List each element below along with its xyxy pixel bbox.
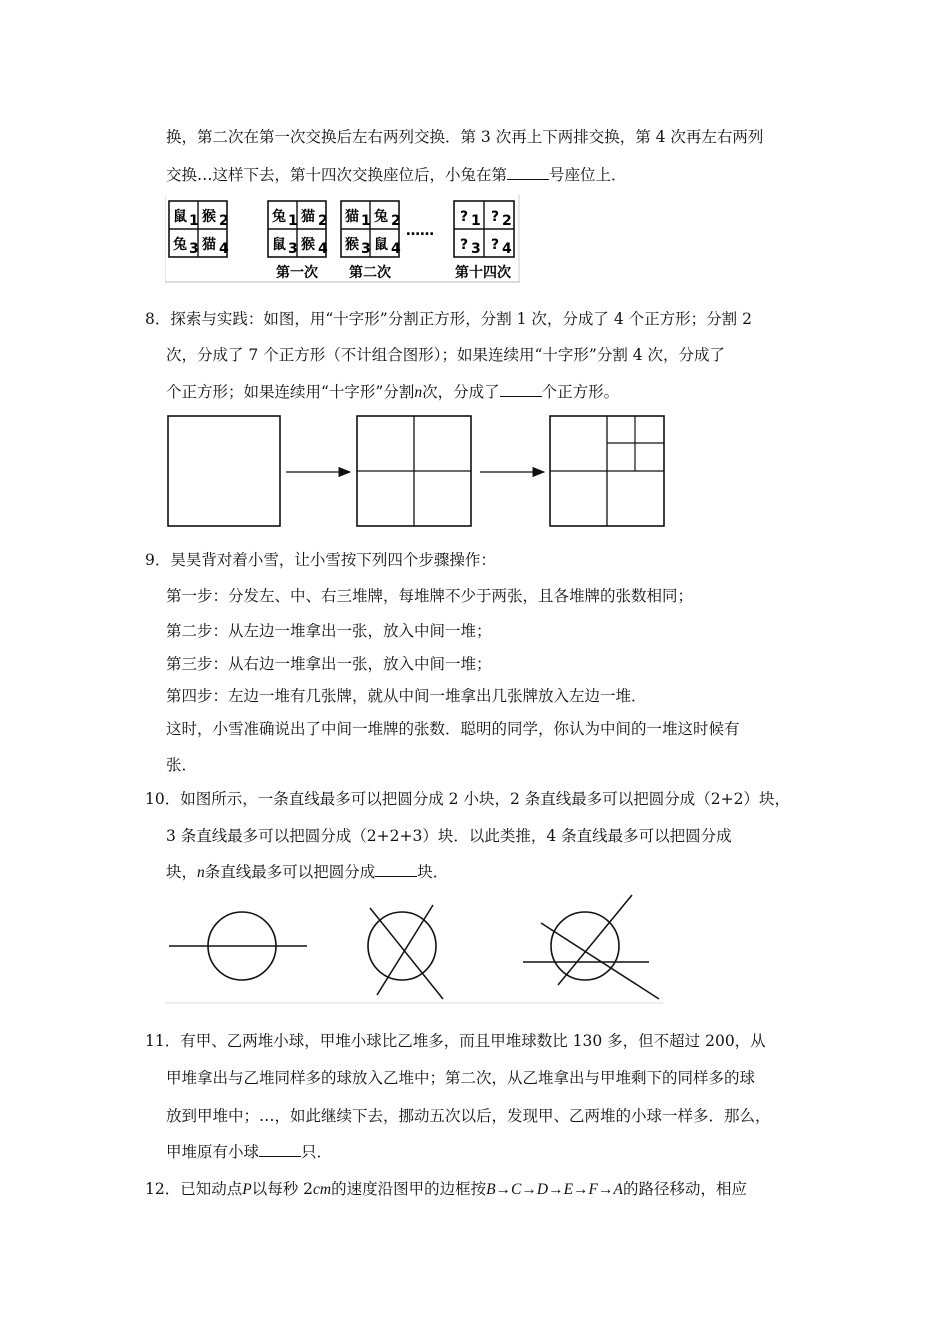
q11-line4-b: 只． (301, 1143, 333, 1161)
q11-line3: 放到甲堆中；…，如此继续下去，挪动五次以后，发现甲、乙两堆的小球一样多．那么， (166, 1107, 771, 1125)
seat-second-2: 兔 (374, 209, 388, 225)
q8-line3 (166, 382, 619, 403)
seat-first-4: 猴 (301, 237, 315, 253)
seat-second-3-num: 3 (361, 241, 371, 257)
circle-two-lines (368, 905, 443, 999)
q10-line3-b: 条直线最多可以把圆分成 (204, 863, 376, 881)
q10-var-n: n (197, 864, 205, 881)
seat-second-2-num: 2 (391, 213, 401, 229)
q7-line2-text: 交换…这样下去，第十四次交换座位后，小兔在第 (166, 166, 508, 184)
seat-first-2-num: 2 (318, 213, 328, 229)
q10-line3-c: 块． (417, 863, 449, 881)
seat-second-3: 猴 (345, 237, 359, 253)
q8-var-n: n (414, 384, 423, 401)
q9-step3: 第三步：从右边一堆拿出一张，放入中间一堆； (166, 655, 492, 673)
q12-line1-c: 的速度沿图甲的边框按 (331, 1180, 487, 1198)
q8-line3-a: 个正方形；如果连续用“十字形”分割 (166, 383, 415, 401)
circle-lines-figure (165, 893, 663, 1005)
seat-14-2-num: 2 (502, 213, 512, 229)
q11-line4 (166, 1142, 332, 1162)
q9-step2: 第二步：从左边一堆拿出一张，放入中间一堆； (166, 622, 492, 640)
square-undivided (168, 416, 280, 526)
cross-division-svg (164, 410, 669, 534)
q9-line7: 张． (166, 756, 198, 774)
cross-division-figure (164, 410, 669, 534)
caption-second: 第二次 (349, 265, 391, 281)
seating-figure (165, 195, 520, 285)
q12-line1-a: 12．已知动点 (145, 1180, 243, 1198)
seat-start-1: 鼠 (173, 209, 187, 225)
q7-line1: 换，第二次在第一次交换后左右两列交换．第 3 次再上下两排交换，第 4 次再左右两列 (166, 128, 764, 146)
q8-line3-b: 次，分成了 (422, 383, 500, 401)
grid-fourteenth (454, 201, 514, 281)
q12-var-p: P (242, 1181, 252, 1198)
q11-line2: 甲堆拿出与乙堆同样多的球放入乙堆中；第二次，从乙堆拿出与甲堆剩下的同样多的球 (166, 1069, 756, 1087)
grid-second (341, 201, 401, 281)
seating-svg (165, 195, 520, 285)
seat-first-4-num: 4 (318, 241, 328, 257)
seat-second-4: 鼠 (374, 237, 388, 253)
seat-start-4-num: 4 (219, 241, 229, 257)
answer-blank (507, 165, 549, 180)
q8-line2: 次，分成了 7 个正方形（不计组合图形）；如果连续用“十字形”分割 4 次，分成了 (166, 346, 726, 364)
answer-blank (500, 382, 542, 397)
seat-first-3-num: 3 (288, 241, 298, 257)
q9-line6: 这时，小雪准确说出了中间一堆牌的张数．聪明的同学，你认为中间的一堆这时候有 (166, 720, 740, 738)
seat-first-1-num: 1 (288, 213, 298, 229)
seat-14-1-num: 1 (471, 213, 481, 229)
q7-line2 (166, 165, 627, 185)
seat-14-2: ? (491, 209, 500, 225)
seat-start-1-num: 1 (189, 213, 199, 229)
ellipsis-dots: …… (406, 223, 434, 239)
square-divided-twice (550, 416, 664, 526)
q10-line3 (166, 862, 448, 883)
square-divided-once (357, 416, 471, 526)
q12-line1-d: 的路径移动，相应 (623, 1180, 748, 1198)
seat-second-4-num: 4 (391, 241, 401, 257)
caption-first: 第一次 (276, 265, 318, 281)
seat-14-3-num: 3 (471, 241, 481, 257)
seat-start-3-num: 3 (189, 241, 199, 257)
seat-first-3: 鼠 (272, 237, 286, 253)
q8-line3-c: 个正方形。 (541, 383, 620, 401)
q11-line4-a: 甲堆原有小球 (166, 1143, 260, 1161)
seat-14-1: ? (460, 209, 469, 225)
seat-start-2: 猴 (202, 209, 216, 225)
q9-step4: 第四步：左边一堆有几张牌，就从中间一堆拿出几张牌放入左边一堆． (166, 687, 647, 705)
q12-line1 (145, 1179, 747, 1200)
q9-line1: 9．昊昊背对着小雪，让小雪按下列四个步骤操作： (145, 551, 496, 569)
seat-first-1: 兔 (272, 209, 286, 225)
seat-first-2: 猫 (301, 209, 315, 225)
q12-line1-b: 以每秒 2 (251, 1180, 313, 1198)
seat-14-4: ? (491, 237, 500, 253)
grid-start (169, 201, 229, 257)
grid-first (268, 201, 328, 281)
q11-line1: 11．有甲、乙两堆小球，甲堆小球比乙堆多，而且甲堆球数比 130 多，但不超过 200，从 (145, 1032, 766, 1050)
q7-line2-end: 号座位上． (549, 166, 627, 184)
seat-start-4: 猫 (202, 237, 216, 253)
q10-line3-a: 块， (166, 863, 198, 881)
seat-start-3: 兔 (173, 237, 187, 253)
circle-one-line (169, 912, 307, 980)
seat-second-1: 猫 (345, 209, 359, 225)
q10-line1: 10．如图所示，一条直线最多可以把圆分成 2 小块，2 条直线最多可以把圆分成（2+2）块， (145, 790, 790, 808)
q9-step1: 第一步：分发左、中、右三堆牌，每堆牌不少于两张，且各堆牌的张数相同； (166, 587, 694, 605)
seat-14-3: ? (460, 237, 469, 253)
caption-fourteenth: 第十四次 (455, 265, 511, 281)
seat-14-4-num: 4 (502, 241, 512, 257)
circle-lines-svg (165, 893, 663, 1005)
seat-second-1-num: 1 (361, 213, 371, 229)
q8-line1: 8．探索与实践：如图，用“十字形”分割正方形，分割 1 次，分成了 4 个正方形；分割 2 (145, 310, 752, 328)
q12-unit-cm: cm (313, 1181, 332, 1198)
seat-start-2-num: 2 (219, 213, 229, 229)
answer-blank (259, 1142, 301, 1157)
q10-line2: 3 条直线最多可以把圆分成（2+2+3）块．以此类推，4 条直线最多可以把圆分成 (166, 827, 732, 845)
q12-path: B→C→D→E→F→A (486, 1181, 623, 1198)
answer-blank (375, 862, 417, 877)
circle-three-lines (523, 895, 659, 999)
